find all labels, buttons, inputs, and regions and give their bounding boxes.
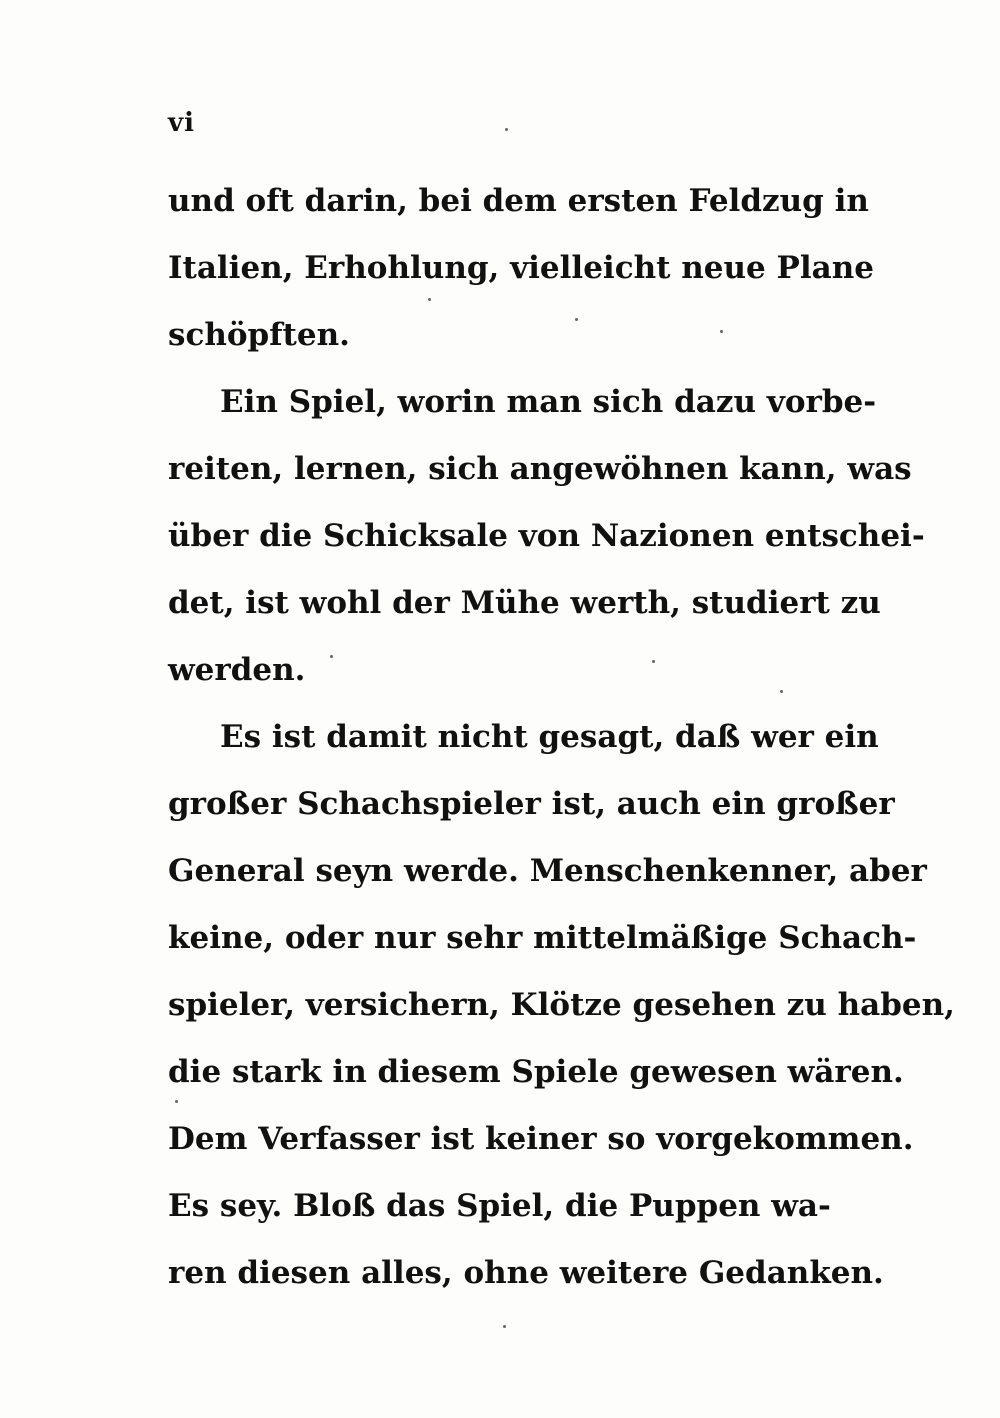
text-line: keine, oder nur sehr mittelmäßige Schach- xyxy=(168,920,917,956)
text-line: Es sey. Bloß das Spiel, die Puppen wa- xyxy=(168,1188,831,1224)
text-line: Dem Verfasser ist keiner so vorgekommen. xyxy=(168,1121,914,1157)
text-line: werden. xyxy=(168,652,306,688)
text-line: det, ist wohl der Mühe werth, studiert zu xyxy=(168,585,881,621)
scan-speck xyxy=(505,128,508,131)
scan-speck xyxy=(720,330,723,333)
text-line: Ein Spiel, worin man sich dazu vorbe- xyxy=(220,384,877,420)
text-line: Italien, Erhohlung, vielleicht neue Plane xyxy=(168,250,874,286)
text-line: und oft darin, bei dem ersten Feldzug in xyxy=(168,183,869,219)
text-line: reiten, lernen, sich angewöhnen kann, was xyxy=(168,451,912,487)
body-text xyxy=(168,168,955,1307)
text-line: großer Schachspieler ist, auch ein großer xyxy=(168,786,895,822)
text-line: Es ist damit nicht gesagt, daß wer ein xyxy=(220,719,879,755)
text-line: schöpften. xyxy=(168,317,350,353)
scan-speck xyxy=(503,1325,506,1328)
text-line: General seyn werde. Menschenkenner, aber xyxy=(168,853,927,889)
scan-speck xyxy=(330,655,333,658)
scan-speck xyxy=(780,690,783,693)
text-line: über die Schicksale von Nazionen entschei- xyxy=(168,518,925,554)
text-line: spieler, versichern, Klötze gesehen zu haben, xyxy=(168,987,955,1023)
scan-speck xyxy=(575,318,578,321)
page-number: vi xyxy=(168,108,195,138)
text-line: ren diesen alles, ohne weitere Gedanken. xyxy=(168,1255,884,1291)
scan-speck xyxy=(428,298,431,301)
text-line: die stark in diesem Spiele gewesen wären. xyxy=(168,1054,904,1090)
scan-speck xyxy=(175,1100,178,1103)
scan-speck xyxy=(652,660,655,663)
